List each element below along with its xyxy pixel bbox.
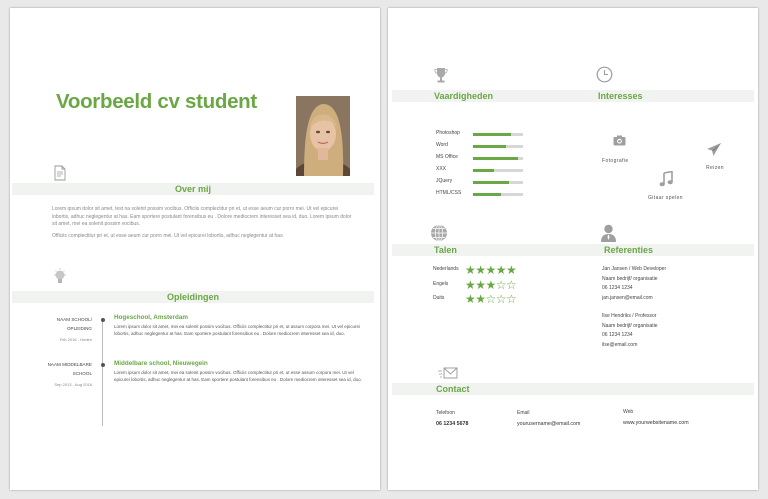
education-item: [114, 314, 364, 338]
interest-label: Reizen: [706, 165, 724, 171]
skill-row: [436, 142, 576, 152]
person-icon: [600, 224, 617, 242]
reference-phone: 06 1234 1234: [602, 285, 633, 291]
skill-level-bar: [473, 193, 523, 196]
contact-web-value[interactable]: www.yourwebsitename.com: [623, 420, 689, 426]
clock-icon: [596, 66, 613, 83]
education-item: [114, 360, 364, 384]
contact-web: [623, 409, 689, 426]
language-label: Engels: [433, 281, 449, 287]
document-icon: [54, 165, 66, 181]
reference-item: [602, 265, 752, 303]
skill-row: [436, 190, 576, 200]
skill-level-bar: [473, 169, 523, 172]
language-row: [433, 264, 553, 276]
reference-email: jan.jansen@email.com: [602, 294, 653, 301]
languages-heading: Talen: [434, 245, 457, 255]
about-section-bar: [12, 183, 374, 195]
music-note-icon: [659, 171, 673, 187]
languages-references-bar: [392, 244, 754, 256]
contact-phone: [436, 410, 468, 427]
reference-email: ilse@email.com: [602, 341, 638, 348]
timeline-line: [102, 318, 103, 426]
skill-row: [436, 166, 576, 176]
reference-name-role: Ilse Hendriks / Professor: [602, 313, 657, 319]
contact-email: [517, 410, 580, 427]
reference-company: Naam bedrijf/ organisatie: [602, 322, 658, 329]
about-paragraph-1: Lorem ipsum dolor sit amet, test na solenit possim vocibus. Officiis complectitur pri et, ut esse aeum cur porro mei. Ut vel epicurei lobortis, adhuc neglegentur at has. Eam sportere postulant forensibus eu . Dolore mediocrem interesset sea id, duo. Lorem ipsum dolor sit amet, mei ea solenit possim vocibus.: [52, 206, 352, 227]
skill-label: JQuery: [436, 178, 453, 184]
contact-heading: Contact: [436, 384, 470, 394]
education-description: Lorem ipsum dolor sit amet, mei ea solenit possim vocibus. Officiis complectitur pri et, ut assum corpora mei. Ut vel epicurei lobortis, adhuc neglegentur at has. Eam sportere postulant forensibus eu . Dolore mediocrem interesset sea id, duo.: [114, 324, 361, 336]
contact-email-label: Email: [517, 410, 530, 416]
reference-company: Naam bedrijf/ organisatie: [602, 275, 658, 282]
language-rating-stars: ★★☆☆☆: [465, 292, 517, 306]
education-section-bar: [12, 291, 374, 303]
language-row: [433, 293, 553, 305]
cv-page-1: [10, 8, 380, 490]
skill-level-fill: [473, 193, 501, 196]
trophy-icon: [434, 67, 448, 84]
education-item-left: [30, 315, 92, 342]
skill-level-bar: [473, 145, 523, 148]
education-school: NAAM MIDDELBARE: [47, 362, 92, 367]
language-rating-stars: ★★★☆☆: [465, 278, 517, 292]
language-label: Nederlands: [433, 266, 459, 272]
skill-level-bar: [473, 133, 523, 136]
education-program: OPLEIDING: [66, 326, 92, 331]
lightbulb-icon: [53, 268, 67, 286]
contact-phone-value: 06 1234 5678: [436, 421, 469, 427]
skill-label: MS Office: [436, 154, 458, 160]
education-item-left: [26, 360, 92, 387]
skill-level-bar: [473, 181, 523, 184]
reference-name-role: Jan Jansen / Web Developer: [602, 266, 667, 272]
timeline-dot: [101, 363, 105, 367]
globe-icon: [430, 224, 448, 242]
education-title: Hogeschool, Amsterdam: [114, 314, 188, 321]
education-program: SCHOOL: [72, 371, 92, 376]
envelope-icon: [438, 366, 458, 380]
skill-level-fill: [473, 145, 506, 148]
timeline-dot: [101, 318, 105, 322]
education-title: Middelbare school, Nieuwegein: [114, 360, 208, 367]
education-description: Lorem ipsum dolor sit amet, mei ea solenit possim vocibus. Officiis complectitur pri et, ut esse assum corpora mei. Ut vel epicurei lobortis, adhuc neglegentur at has. Eam sportere postulant forensibus eu . Dolore mediocrem interesset sea id, duo.: [114, 370, 362, 382]
skill-level-fill: [473, 169, 494, 172]
language-rating-stars: ★★★★★: [465, 263, 517, 277]
education-heading: Opleidingen: [166, 292, 219, 302]
interest-label: Gitaar spelen: [648, 195, 683, 201]
skill-row: [436, 178, 576, 188]
profile-photo: [296, 96, 350, 176]
contact-phone-label: Telefoon: [436, 410, 455, 416]
contact-web-label: Web: [623, 409, 634, 415]
skill-level-fill: [473, 157, 518, 160]
language-label: Duits: [433, 295, 445, 301]
reference-item: [602, 312, 752, 350]
about-heading: Over mij: [174, 184, 212, 194]
language-row: [433, 279, 553, 291]
skill-label: HTML/CSS: [436, 190, 462, 196]
interests-heading: Interesses: [598, 91, 643, 101]
skills-heading: Vaardigheden: [434, 91, 494, 101]
skills-interests-bar: [392, 90, 754, 102]
skill-label: Photoshop: [436, 130, 460, 136]
skill-level-fill: [473, 181, 509, 184]
education-date: Feb 2016 - Heden: [59, 337, 92, 342]
contact-section-bar: [392, 383, 754, 395]
skill-label: Word: [436, 142, 448, 148]
page-title: Voorbeeld cv student: [56, 90, 257, 113]
skill-row: [436, 154, 576, 164]
reference-phone: 06 1234 1234: [602, 332, 633, 338]
skill-level-bar: [473, 157, 523, 160]
education-school: NAAM SCHOOL/: [56, 317, 92, 322]
camera-icon: [613, 135, 626, 146]
airplane-icon: [706, 142, 722, 157]
interest-label: Fotografie: [602, 158, 629, 164]
skill-row: [436, 130, 576, 140]
skill-label: XXX: [436, 166, 447, 172]
contact-email-value[interactable]: yourusername@email.com: [517, 421, 581, 427]
skill-level-fill: [473, 133, 511, 136]
cv-page-2: [388, 8, 758, 490]
education-date: Sep 2013 - Aug 2016: [54, 382, 92, 387]
references-heading: Referenties: [604, 245, 654, 255]
about-paragraph-2: Officiis complectitur pri et, ut esse aeum cur porro mei. Ut vel epicurei lobortis, adhuc neglegentur at has.: [52, 233, 284, 239]
